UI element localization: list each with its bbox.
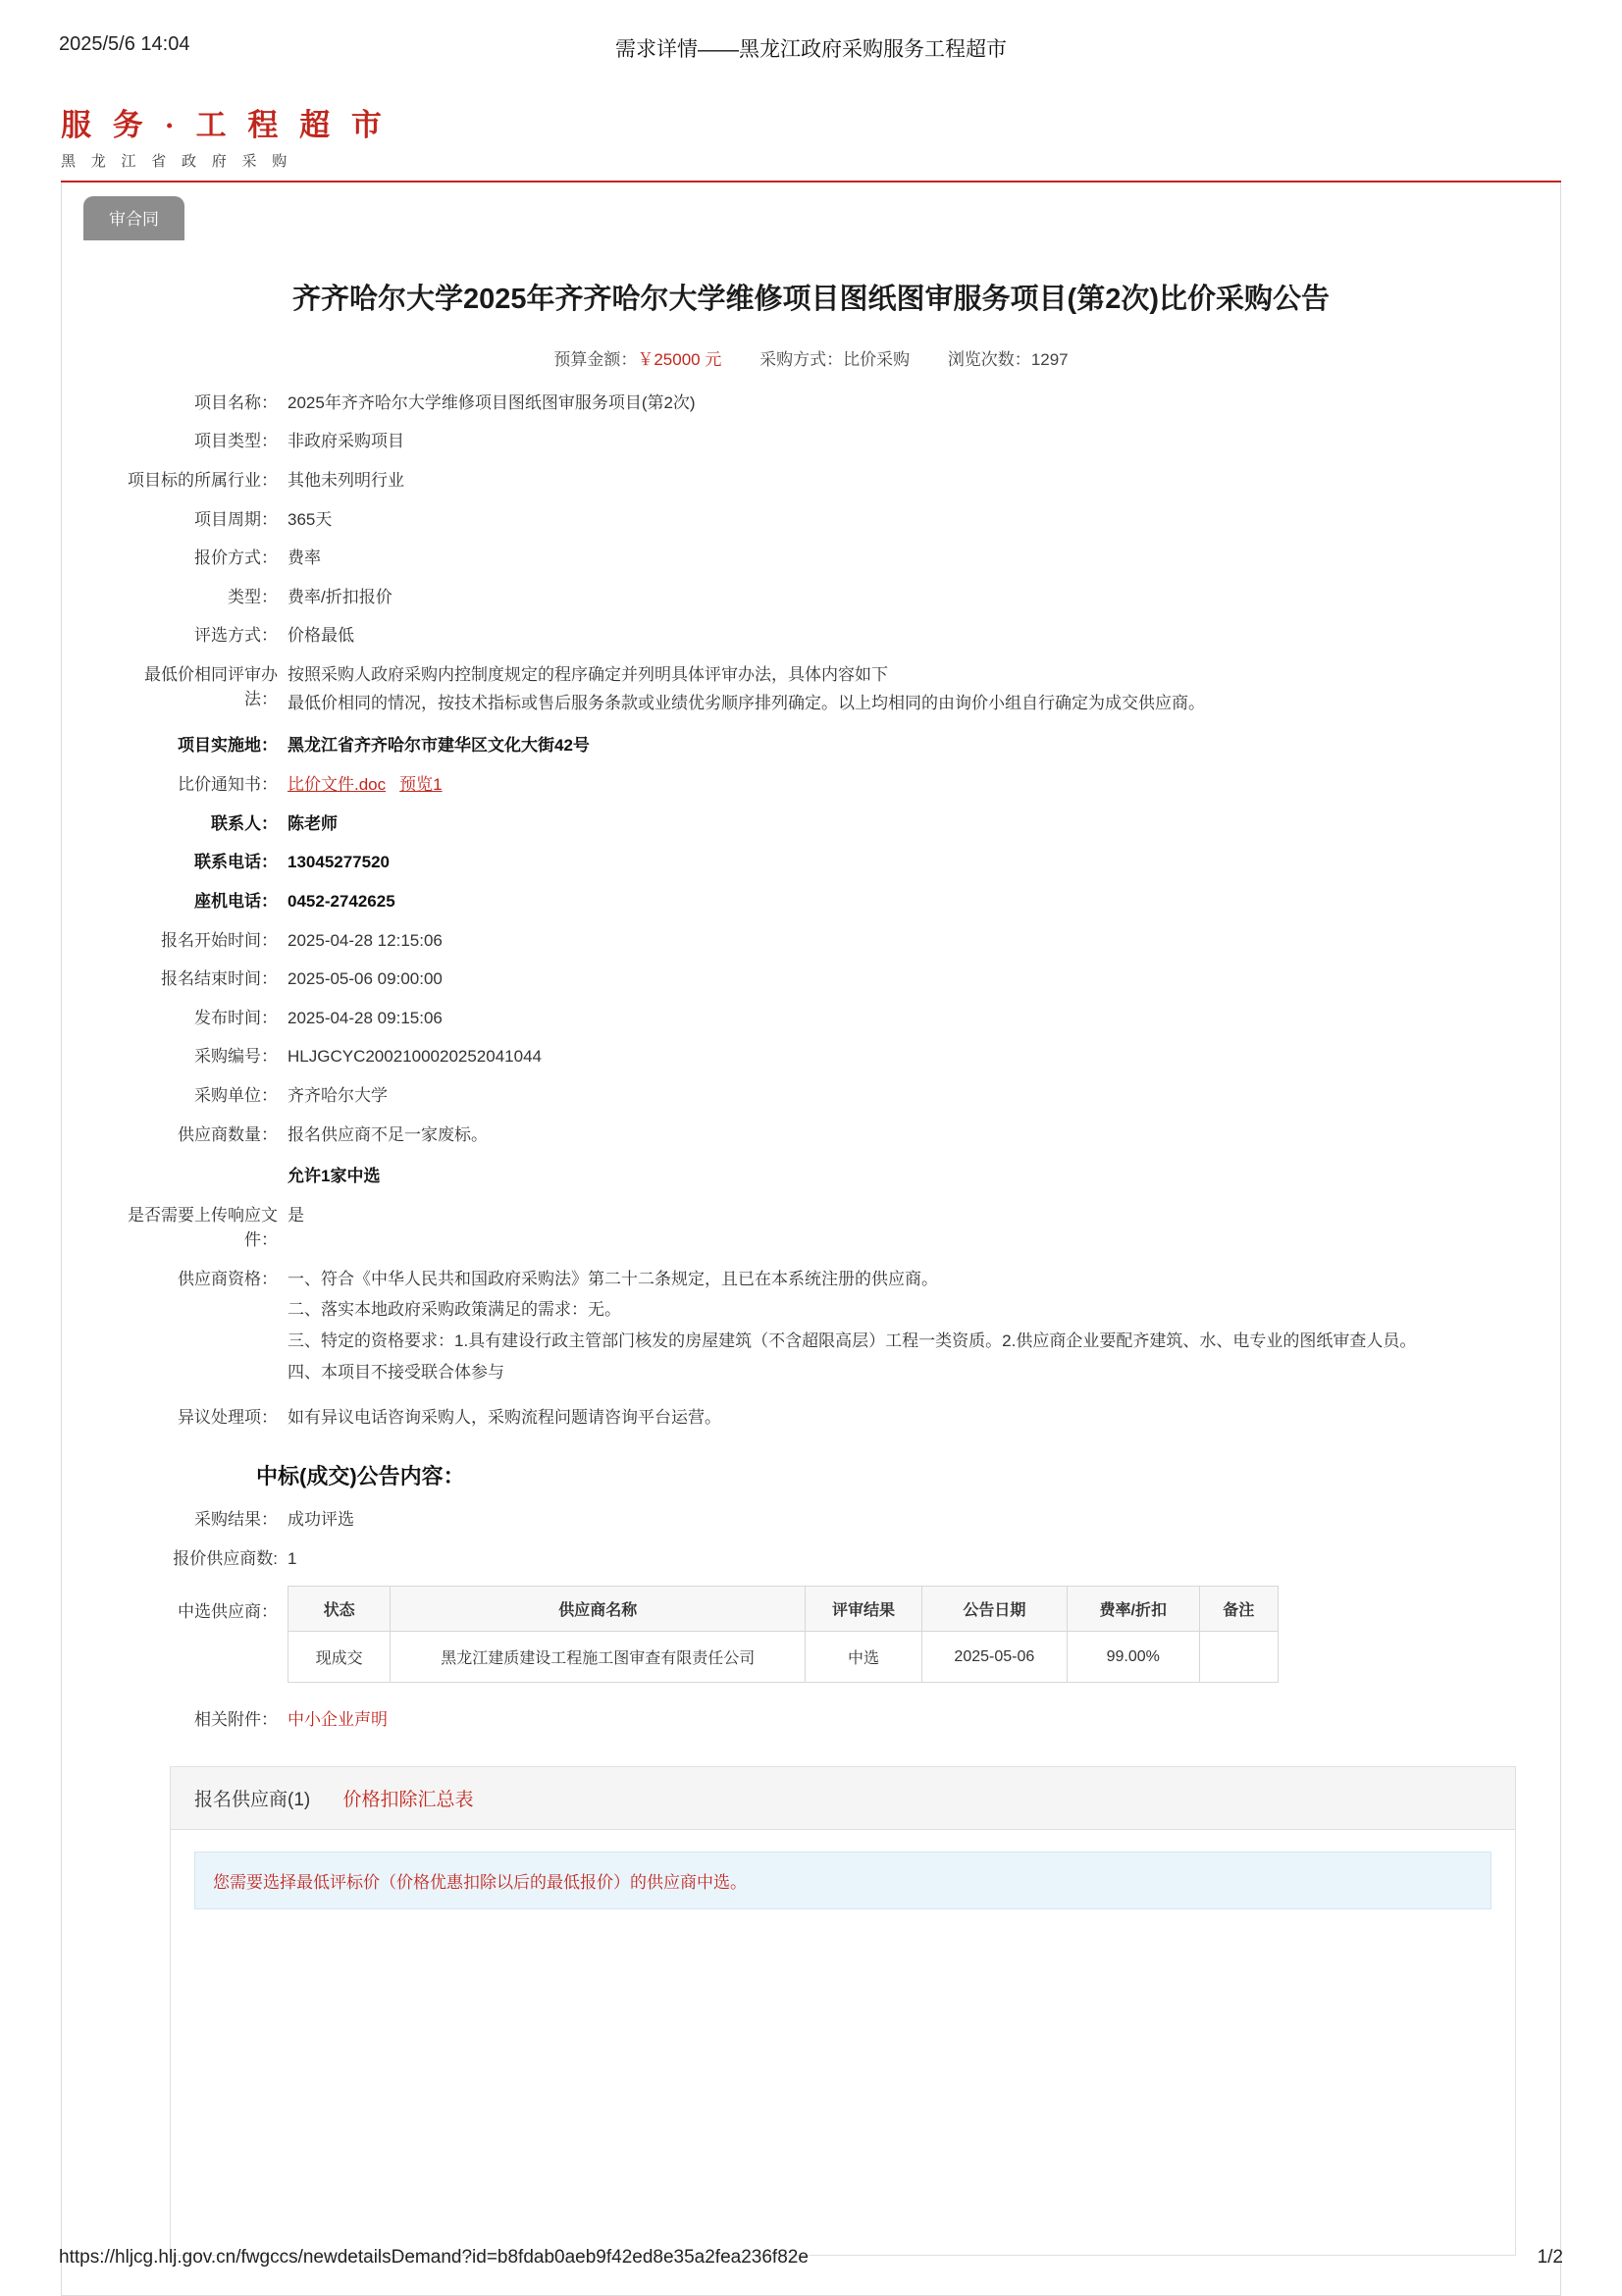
views-summary (948, 350, 1069, 369)
field-label: 联系人： (211, 813, 278, 833)
cell-remark (1199, 1632, 1278, 1683)
field-contact-person (116, 812, 1506, 837)
field-label: 报价方式： (194, 548, 278, 568)
qualification-item-3: 三、特定的资格要求：1.具有建设行政主管部门核发的房屋建筑（不含超限高层）工程一类资质。2.供应商企业要配齐建筑、水、电专业的图纸审查人员。 (288, 1331, 1417, 1350)
tab-row (62, 183, 1560, 240)
field-label: 供应商资格： (178, 1269, 278, 1288)
field-value: 费率/折扣报价 (288, 587, 392, 606)
field-attachment (116, 1708, 1506, 1733)
field-label: 项目周期： (194, 509, 278, 529)
field-quote-type (116, 586, 1506, 610)
field-value: 13045277520 (288, 853, 391, 872)
cell-review-result: 中选 (806, 1632, 921, 1683)
field-value: 2025-04-28 09:15:06 (288, 1008, 443, 1027)
field-implementation-place (116, 734, 1506, 758)
method-label: 采购方式： (759, 349, 844, 369)
field-publish-time (116, 1007, 1506, 1031)
cell-status: 现成交 (288, 1632, 391, 1683)
footer-page-number: 1/2 (1537, 2246, 1563, 2268)
field-label: 报名结束时间： (161, 969, 278, 989)
page-title: 齐齐哈尔大学2025年齐齐哈尔大学维修项目图纸图审服务项目(第2次)比价采购公告 (292, 284, 1330, 315)
field-label: 采购结果： (194, 1509, 278, 1529)
col-announce-date: 公告日期 (921, 1587, 1067, 1632)
field-upload-required (116, 1204, 1506, 1252)
print-footer (0, 2247, 1622, 2269)
panel-content (171, 1830, 1515, 2255)
allow-one-winner-note: 允许1家中选 (288, 1167, 381, 1186)
field-value: 0452-2742625 (288, 891, 395, 911)
field-label: 是否需要上传响应文件： (128, 1206, 278, 1250)
field-label: 联系电话： (194, 853, 278, 872)
field-label: 评选方式： (194, 626, 278, 646)
field-value: 2025-04-28 12:15:06 (288, 930, 443, 950)
print-date: 2025/5/6 14:04 (59, 33, 190, 55)
print-title: 需求详情——黑龙江政府采购服务工程超市 (615, 38, 1007, 61)
qualification-item-2: 二、落实本地政府采购政策满足的需求：无。 (288, 1300, 621, 1320)
field-value: 陈老师 (288, 813, 338, 833)
field-value: 齐齐哈尔大学 (288, 1086, 388, 1106)
field-value: 其他未列明行业 (288, 470, 404, 490)
field-value: 非政府采购项目 (288, 432, 404, 451)
summary-row (116, 345, 1506, 370)
field-review-method (116, 663, 1506, 719)
field-label: 报名开始时间： (161, 930, 278, 950)
qualification-item-1: 一、符合《中华人民共和国政府采购法》第二十二条规定，且已在本系统注册的供应商。 (288, 1269, 938, 1288)
panel-empty-area (194, 1909, 1491, 2233)
field-industry (116, 469, 1506, 494)
field-label: 类型： (228, 587, 278, 606)
field-selection-method (116, 624, 1506, 649)
field-objection-handling (116, 1406, 1506, 1431)
content-card (61, 183, 1561, 2296)
field-value (288, 1708, 1506, 1733)
field-label: 相关附件： (194, 1710, 278, 1730)
field-label: 异议处理项： (178, 1408, 278, 1428)
field-value: 费率 (288, 548, 321, 568)
field-value: 2025年齐齐哈尔大学维修项目图纸图审服务项目(第2次) (288, 392, 696, 412)
field-contact-phone (116, 851, 1506, 875)
field-label: 比价通知书： (178, 775, 278, 794)
field-project-name (116, 391, 1506, 416)
views-label: 浏览次数： (947, 349, 1031, 369)
field-label: 采购编号： (194, 1047, 278, 1067)
field-label: 项目名称： (194, 392, 278, 412)
cell-rate-discount: 99.00% (1067, 1632, 1199, 1683)
suppliers-panel (170, 1766, 1516, 2256)
col-rate-discount: 费率/折扣 (1067, 1587, 1199, 1632)
field-label: 采购单位： (194, 1086, 278, 1106)
table-row (288, 1632, 1279, 1683)
col-review-result: 评审结果 (806, 1587, 921, 1632)
field-value (288, 1268, 1506, 1392)
card-body (62, 240, 1560, 2295)
field-value: 1 (288, 1548, 297, 1568)
col-status: 状态 (288, 1587, 391, 1632)
field-value: 价格最低 (288, 626, 354, 646)
field-bidder-count (116, 1547, 1506, 1572)
field-value: 2025-05-06 09:00:00 (288, 969, 443, 989)
field-label: 发布时间： (194, 1008, 278, 1027)
field-value: 成功评选 (288, 1509, 354, 1529)
logo-main-text: 服 务 · 工 程 超 市 (61, 108, 389, 142)
award-section-title: 中标(成交)公告内容： (256, 1463, 465, 1488)
attachment-link[interactable]: 中小企业声明 (288, 1710, 388, 1730)
winner-table-label: 中选供应商： (178, 1602, 278, 1622)
field-supplier-qualification (116, 1268, 1506, 1392)
field-label: 座机电话： (194, 891, 278, 911)
print-header (0, 0, 1622, 63)
field-landline-phone (116, 890, 1506, 914)
field-value (288, 773, 1506, 798)
field-quote-method (116, 547, 1506, 571)
field-value (288, 663, 1506, 719)
field-supplier-count (116, 1123, 1506, 1148)
field-value: 是 (288, 1206, 304, 1226)
field-project-type (116, 430, 1506, 454)
winner-table (288, 1586, 1279, 1683)
footer-url: https://hljcg.hlj.gov.cn/fwgccs/newdetailsDemand?id=b8fdab0aeb9f42ed8e35a2fea236f82e (59, 2246, 809, 2268)
field-value: 报名供应商不足一家废标。 (288, 1124, 488, 1144)
panel-tab-bar (171, 1767, 1515, 1830)
field-purchase-number (116, 1045, 1506, 1070)
budget-label: 预算金额： (553, 349, 638, 369)
views-value: 1297 (1030, 349, 1069, 369)
field-label: 项目标的所属行业： (128, 470, 278, 490)
field-signup-end (116, 967, 1506, 992)
logo-sub-text: 黑 龙 江 省 政 府 采 购 (61, 154, 293, 170)
method-value: 比价采购 (843, 349, 911, 369)
field-label: 供应商数量： (178, 1124, 278, 1144)
site-logo (0, 63, 1622, 171)
field-label: 项目实施地： (178, 736, 278, 756)
notice-preview-link[interactable]: 预览1 (399, 775, 443, 794)
field-label: 项目类型： (194, 432, 278, 451)
cell-supplier-name: 黑龙江建质建设工程施工图审查有限责任公司 (391, 1632, 806, 1683)
budget-summary (553, 350, 726, 369)
field-duration (116, 508, 1506, 533)
cell-announce-date: 2025-05-06 (921, 1632, 1067, 1683)
field-signup-start (116, 929, 1506, 954)
field-value: HLJGCYC2002100020252041044 (288, 1047, 542, 1067)
tab-contract-review[interactable]: 审合同 (83, 196, 184, 240)
notice-file-link[interactable]: 比价文件.doc (288, 775, 387, 794)
method-summary (759, 350, 915, 369)
col-supplier-name: 供应商名称 (391, 1587, 806, 1632)
qualification-item-4: 四、本项目不接受联合体参与 (288, 1362, 504, 1382)
winner-table-block (116, 1586, 1506, 1683)
field-purchase-result (116, 1508, 1506, 1533)
field-notice-document (116, 773, 1506, 798)
review-method-line-1: 按照采购人政府采购内控制度规定的程序确定并列明具体评审办法，具体内容如下 (288, 665, 888, 685)
review-method-line-2: 最低价相同的情况，按技术指标或售后服务条款或业绩优劣顺序排列确定。以上均相同的由询价小组自行确定为成交供应商。 (288, 693, 1205, 712)
field-value: 如有异议电话咨询采购人，采购流程问题请咨询平台运营。 (288, 1408, 721, 1428)
field-value: 黑龙江省齐齐哈尔市建华区文化大街42号 (288, 736, 590, 756)
field-label: 最低价相同评审办法： (144, 665, 278, 708)
budget-value: ￥25000 元 (637, 349, 722, 369)
col-remark: 备注 (1199, 1587, 1278, 1632)
panel-notice: 您需要选择最低评标价（价格优惠扣除以后的最低报价）的供应商中选。 (194, 1852, 1491, 1909)
field-label: 报价供应商数: (173, 1548, 278, 1568)
field-value: 365天 (288, 509, 333, 529)
tab-price-deduction-summary[interactable]: 价格扣除汇总表 (342, 1789, 474, 1810)
field-purchase-unit (116, 1084, 1506, 1109)
table-header-row (288, 1587, 1279, 1632)
tab-registered-suppliers[interactable]: 报名供应商(1) (194, 1789, 311, 1810)
